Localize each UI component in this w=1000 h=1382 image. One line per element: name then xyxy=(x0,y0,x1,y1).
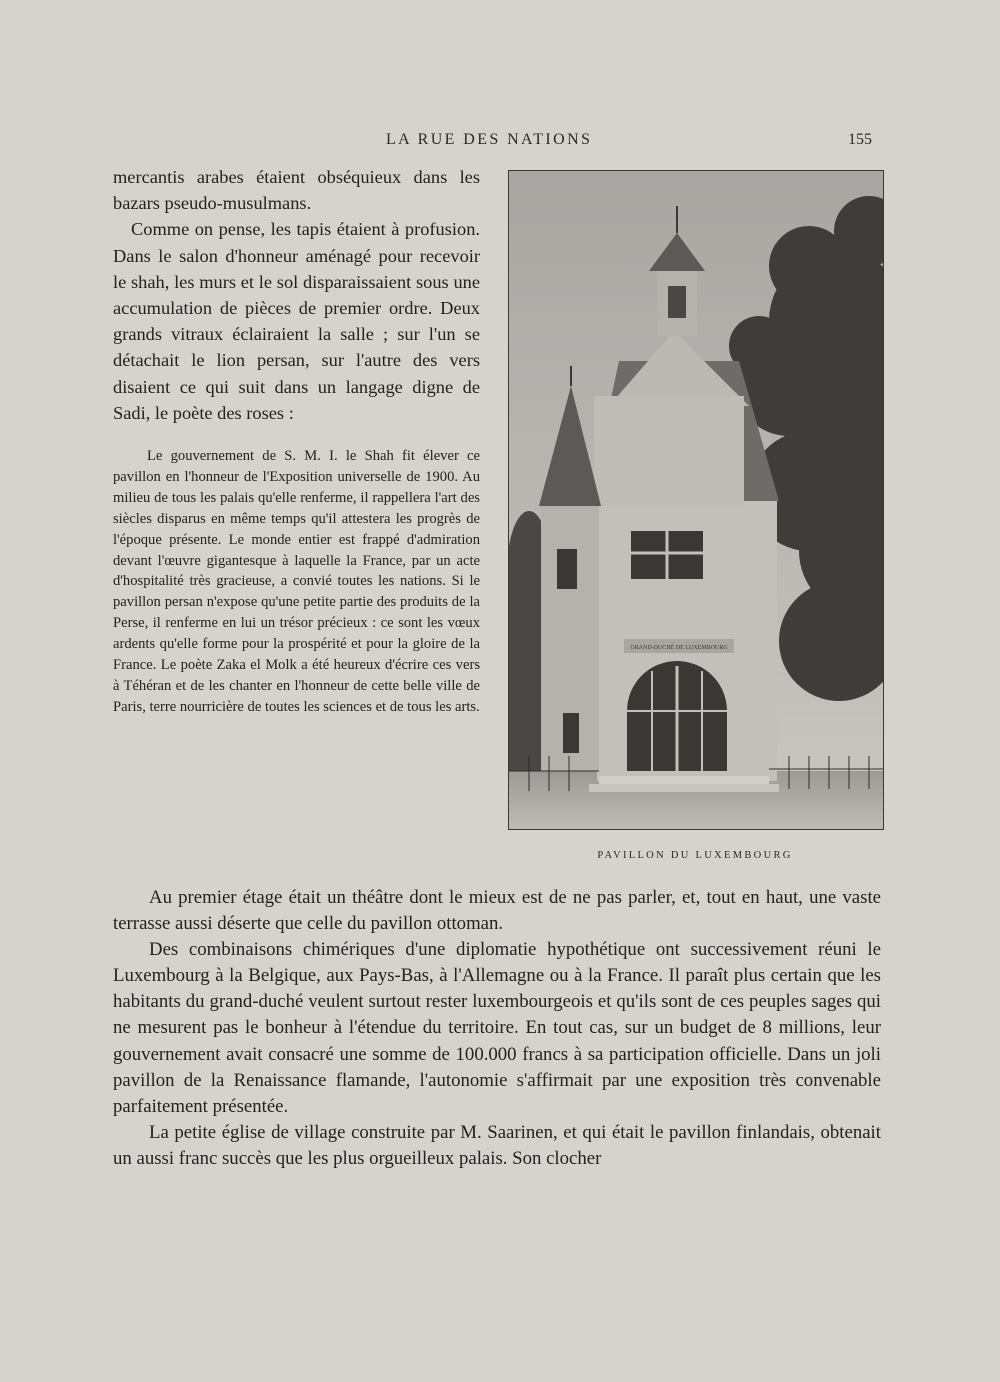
photo-pavillon-du-luxembourg xyxy=(508,170,884,830)
running-title: LA RUE DES NATIONS xyxy=(386,131,593,148)
body-paragraph: Comme on pense, les tapis étaient à profusion. Dans le salon d'honneur aménagé pour recevoir le shah, les murs et le sol disparaissaient sous une accumulation de pièces de premier ordre. Deux grands vitraux éclairaient la salle ; sur l'un se détachait le lion persan, sur l'autre des vers disaient ce qui suit dans un langage digne de Sadi, le poète des roses : xyxy=(113,219,480,423)
full-width-text xyxy=(113,885,881,1172)
page-number: 155 xyxy=(848,131,872,148)
body-paragraph: mercantis arabes étaient obséquieux dans les bazars pseudo-musulmans. xyxy=(113,167,480,214)
building-sign: GRAND-DUCHÉ DE LUXEMBOURG xyxy=(630,645,728,651)
body-paragraph: Au premier étage était un théâtre dont le mieux est de ne pas parler, et, tout en haut, une vaste terrasse aussi déserte que celle du pavillon ottoman. xyxy=(113,887,881,935)
left-text-column xyxy=(113,164,480,718)
body-paragraph: Des combinaisons chimériques d'une diplomatie hypothétique ont successivement réuni le Luxembourg à la Belgique, aux Pays-Bas, à l'Allemagne ou à la France. Il paraît plus certain que les habitants du grand-duché veulent surtout rester luxembourgeois et qu'ils sont de ces peuples sages qui ne mesurent pas le bonheur à l'étendue du territoire. En tout cas, sur un budget de 8 millions, leur gouvernement avait consacré une somme de 100.000 francs à sa participation officielle. Dans un joli pavillon de la Renaissance flamande, l'autonomie s'affirmait par une exposition très convenable parfaitement présentée. xyxy=(113,939,881,1117)
body-paragraph: La petite église de village construite par M. Saarinen, et qui était le pavillon finlandais, obtenait un aussi franc succès que les plus orgueilleux palais. Son clocher xyxy=(113,1121,881,1169)
figure-caption: PAVILLON DU LUXEMBOURG xyxy=(597,850,793,861)
inscription-quote: Le gouvernement de S. M. I. le Shah fit élever ce pavillon en l'honneur de l'Exposition universelle de 1900. Au milieu de tous les palais qu'elle renferme, il rappellera l'art des siècles disparus en même temps qu'il attestera les progrès de l'époque présente. Le monde entier est frappé d'admiration devant l'œuvre gigantesque à laquelle la France, par un acte d'hospitalité très gracieuse, a convié toutes les nations. Si le pavillon persan n'expose qu'une petite partie des produits de la Perse, il renferme en lui un trésor précieux : ce sont les vœux ardents qu'elle forme pour la prospérité et pour la gloire de la France. Le poète Zaka el Molk a été heureux d'écrire ces vers à Téhéran et de les chanter en l'honneur de cette belle ville de Paris, terre nourricière de toutes les sciences et de tous les arts. xyxy=(113,448,480,715)
